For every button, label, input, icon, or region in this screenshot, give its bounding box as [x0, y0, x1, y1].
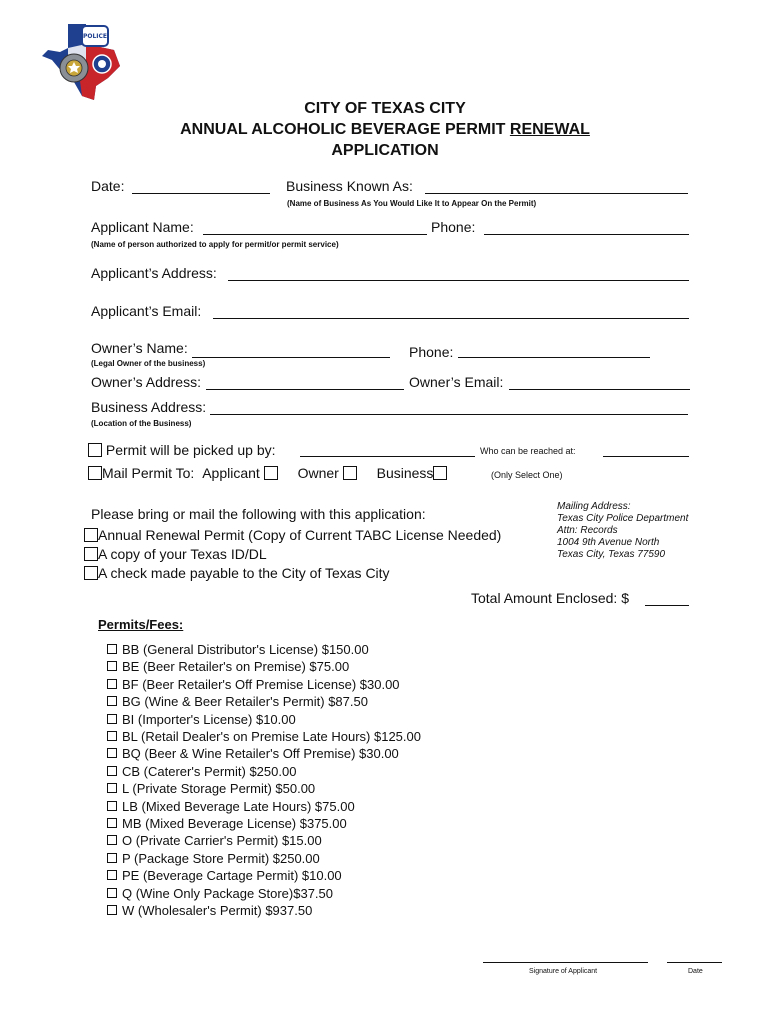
business-option-checkbox[interactable] — [433, 466, 447, 480]
bring-item-checkbox[interactable] — [84, 528, 98, 542]
total-label: Total Amount Enclosed: $ — [471, 590, 629, 606]
permit-checkbox[interactable] — [107, 714, 117, 724]
reached-label: Who can be reached at: — [480, 446, 576, 456]
police-logo — [38, 20, 122, 104]
pickup-label: Permit will be picked up by: — [105, 442, 276, 458]
business-address-label: Business Address: — [91, 399, 207, 415]
permit-item: P (Package Store Permit) $250.00 — [107, 850, 421, 867]
permit-checkbox[interactable] — [107, 870, 117, 880]
permit-item: LB (Mixed Beverage Late Hours) $75.00 — [107, 798, 421, 815]
permit-checkbox[interactable] — [107, 888, 117, 898]
permit-checkbox[interactable] — [107, 818, 117, 828]
owner-option-label: Owner — [297, 465, 339, 481]
title-line-3: APPLICATION — [331, 142, 439, 159]
applicant-name-note: (Name of person authorized to apply for permit/or permit service) — [91, 240, 339, 249]
permit-item: L (Private Storage Permit) $50.00 — [107, 780, 421, 797]
signature-label: Signature of Applicant — [529, 968, 598, 975]
applicant-address-label: Applicant’s Address: — [91, 265, 217, 281]
owner-email-field[interactable] — [509, 389, 690, 390]
mail-row — [88, 465, 447, 481]
total-field[interactable] — [645, 605, 689, 606]
bring-item: Annual Renewal Permit (Copy of Current TABC License Needed) — [84, 527, 501, 543]
permit-checkbox[interactable] — [107, 661, 117, 671]
bring-item: A copy of your Texas ID/DL — [84, 546, 267, 562]
permit-checkbox[interactable] — [107, 905, 117, 915]
owner-address-label: Owner’s Address: — [91, 374, 201, 390]
pickup-checkbox[interactable] — [88, 443, 102, 457]
signature-date-field[interactable] — [667, 962, 722, 963]
business-address-note: (Location of the Business) — [91, 419, 192, 428]
texas-police-badge-icon — [38, 20, 122, 104]
permit-checkbox[interactable] — [107, 696, 117, 706]
bring-item-checkbox[interactable] — [84, 566, 98, 580]
date-label: Date: — [91, 178, 125, 194]
permit-item: W (Wholesaler's Permit) $937.50 — [107, 902, 421, 919]
business-known-as-field[interactable] — [425, 193, 688, 194]
owner-address-field[interactable] — [206, 389, 404, 390]
pickup-name-field[interactable] — [300, 456, 475, 457]
owner-phone-label: Phone: — [409, 344, 454, 360]
permit-item: CB (Caterer's Permit) $250.00 — [107, 763, 421, 780]
permit-checkbox[interactable] — [107, 731, 117, 741]
permit-checkbox[interactable] — [107, 766, 117, 776]
permit-checkbox[interactable] — [107, 801, 117, 811]
title-line-1: CITY OF TEXAS CITY — [304, 100, 466, 117]
permit-checkbox[interactable] — [107, 679, 117, 689]
business-option-label: Business — [376, 465, 434, 481]
mail-label: Mail Permit To: — [102, 465, 195, 481]
permit-item: BE (Beer Retailer's on Premise) $75.00 — [107, 658, 421, 675]
permit-checkbox[interactable] — [107, 835, 117, 845]
permit-item: BB (General Distributor's License) $150.00 — [107, 641, 421, 658]
reached-field[interactable] — [603, 456, 689, 457]
date-field[interactable] — [132, 193, 270, 194]
applicant-name-label: Applicant Name: — [91, 219, 194, 235]
select-note: (Only Select One) — [491, 470, 563, 480]
applicant-phone-field[interactable] — [484, 234, 689, 235]
signature-field[interactable] — [483, 962, 648, 963]
bring-item-checkbox[interactable] — [84, 547, 98, 561]
applicant-address-field[interactable] — [228, 280, 689, 281]
pickup-row — [88, 442, 276, 458]
svg-text:POLICE: POLICE — [82, 33, 108, 40]
applicant-option-checkbox[interactable] — [264, 466, 278, 480]
permit-item: PE (Beverage Cartage Permit) $10.00 — [107, 867, 421, 884]
mailing-address: Mailing Address: Texas City Police Department Attn: Records 1004 9th Avenue North Texas City, Texas 77590 — [557, 501, 689, 560]
permit-item: BI (Importer's License) $10.00 — [107, 711, 421, 728]
business-known-as-label: Business Known As: — [286, 178, 413, 194]
business-known-as-note: (Name of Business As You Would Like It to Appear On the Permit) — [287, 199, 537, 208]
permit-item: BL (Retail Dealer's on Premise Late Hours) $125.00 — [107, 728, 421, 745]
permit-item: Q (Wine Only Package Store)$37.50 — [107, 885, 421, 902]
permit-checkbox[interactable] — [107, 748, 117, 758]
permit-item: BF (Beer Retailer's Off Premise License) $30.00 — [107, 676, 421, 693]
business-address-field[interactable] — [210, 414, 688, 415]
permits-heading: Permits/Fees: — [98, 617, 184, 632]
bring-item: A check made payable to the City of Texas City — [84, 565, 390, 581]
owner-option-checkbox[interactable] — [343, 466, 357, 480]
applicant-email-field[interactable] — [213, 318, 689, 319]
applicant-phone-label: Phone: — [431, 219, 476, 235]
bring-intro: Please bring or mail the following with this application: — [91, 506, 426, 522]
permit-item: BG (Wine & Beer Retailer's Permit) $87.50 — [107, 693, 421, 710]
permit-item: O (Private Carrier's Permit) $15.00 — [107, 832, 421, 849]
owner-phone-field[interactable] — [458, 357, 650, 358]
permit-checkbox[interactable] — [107, 783, 117, 793]
permit-item: MB (Mixed Beverage License) $375.00 — [107, 815, 421, 832]
permit-checkbox[interactable] — [107, 853, 117, 863]
applicant-email-label: Applicant’s Email: — [91, 303, 202, 319]
permit-checkbox[interactable] — [107, 644, 117, 654]
applicant-name-field[interactable] — [203, 234, 427, 235]
owner-name-field[interactable] — [192, 357, 390, 358]
permits-list — [107, 641, 421, 920]
owner-name-note: (Legal Owner of the business) — [91, 359, 206, 368]
applicant-option-label: Applicant — [202, 465, 260, 481]
permit-item: BQ (Beer & Wine Retailer's Off Premise) $30.00 — [107, 745, 421, 762]
title-line-2: ANNUAL ALCOHOLIC BEVERAGE PERMIT RENEWAL — [180, 121, 590, 138]
signature-date-label: Date — [688, 968, 703, 975]
owner-name-label: Owner’s Name: — [91, 340, 188, 356]
owner-email-label: Owner’s Email: — [409, 374, 504, 390]
mail-checkbox[interactable] — [88, 466, 102, 480]
